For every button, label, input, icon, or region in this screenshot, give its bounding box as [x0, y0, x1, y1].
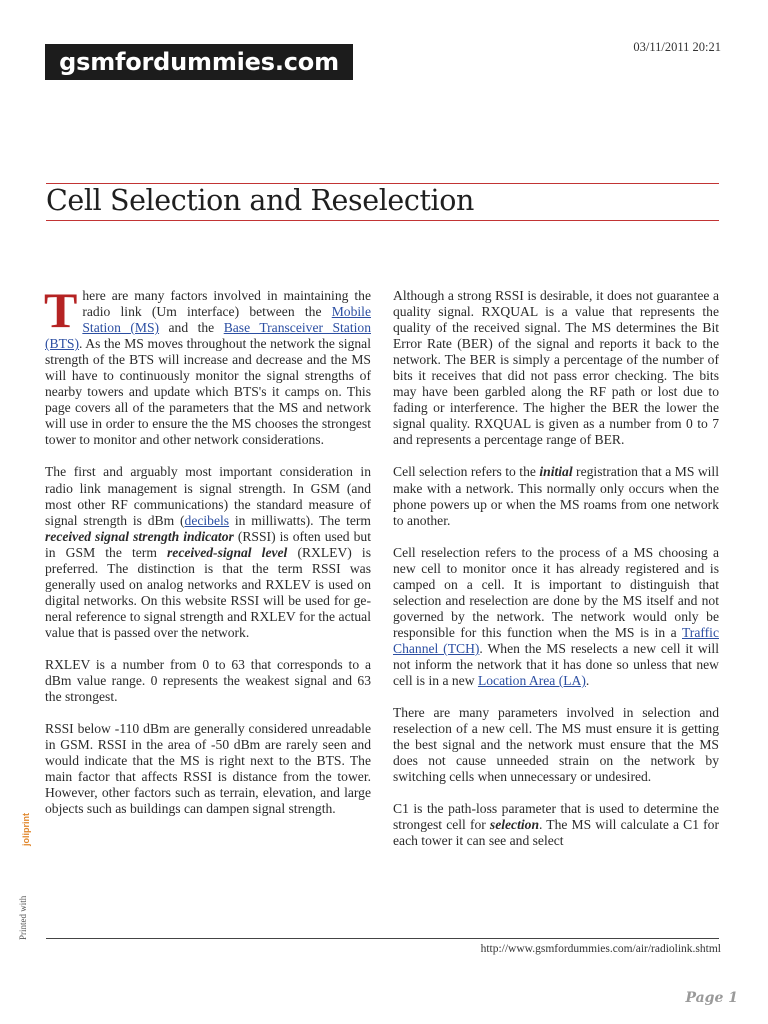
text-span: (RXLEV) is preferred. The distinction is that the term RSSI was generally used on analog networks and RXLEV is used on digital networks. On this website RSSI will be used for general reference to signal strength and RXLEV for the actual value that is passed over the network.: [45, 544, 371, 640]
text-span: registration that a MS will make with a network. This normally only occurs when the phone powers up or when the MS roams from one network to another.: [393, 464, 719, 528]
page-title: Cell Selection and Reselection: [46, 184, 474, 217]
text-span: here are many factors involved in maintaining the radio link (Um interface) between the: [82, 288, 371, 320]
text-span: Cell selection refers to the: [393, 464, 540, 480]
paragraph: [44, 282, 371, 448]
paragraph: RSSI below -110 dBm are generally considered unreadable in GSM. RSSI in the area of -50 dBm are rarely seen and would indicate that the MS is right next to the BTS. The main factor that affects RSSI is distance from the tower. However, other factors such as terrain, elevation, and large objects such as buildings can dampen signal strength.: [45, 721, 371, 817]
paragraph: [393, 545, 719, 689]
paragraph: [393, 801, 719, 849]
text-span: Cell reselection refers to the process of a MS choosing a new cell to monitor once it has already registered and is camped on a cell. It is important to distinguish that selection and reselection are done by the MS itself and not governed by the network. The network would only be responsible for this function when the MS is in a: [393, 544, 719, 640]
paragraph: RXLEV is a number from 0 to 63 that corresponds to a dBm value range. 0 represents the weakest signal and 63 the strongest.: [45, 656, 371, 705]
text-span: . The MS will calculate a C1 for each tower it can see and select: [393, 817, 719, 849]
emphasis-text: received signal strength indicator: [45, 528, 234, 544]
emphasis-text: selection: [489, 817, 540, 833]
printed-with-text: Printed with: [18, 895, 28, 940]
mobile-station-link[interactable]: Mobile Station (MS): [82, 304, 371, 336]
right-column: [393, 288, 719, 865]
text-span: The first and arguably most important consideration in radio link management is signal strength. In GSM (and most other RF communications) the standard measure of signal strength is dBm (: [45, 464, 371, 528]
text-span: (RSSI) is often used but in GSM the term: [45, 528, 372, 560]
paragraph: [393, 464, 719, 528]
text-span: and the: [159, 320, 224, 336]
joliprint-logo: joliprint: [21, 813, 31, 846]
emphasis-text: received-signal level: [167, 544, 288, 560]
paragraph: There are many parameters involved in selection and reselection of a new cell. The MS must ensure it is getting the best signal and the network must ensure that the MS does not cause unneeded strain on the network by switching cells when unnecessary or undesired.: [393, 705, 719, 785]
print-date: 03/11/2011 20:21: [633, 40, 721, 54]
drop-cap: T: [44, 282, 78, 338]
page-number: Page 1: [685, 990, 738, 1006]
location-area-link[interactable]: Location Area (LA): [477, 673, 586, 689]
source-url[interactable]: http://www.gsmfordummies.com/air/radiolink.shtml: [480, 943, 721, 955]
text-span: C1 is the path-loss parameter that is used to determine the strongest cell for: [393, 801, 719, 833]
footer-rule: [46, 938, 719, 939]
site-logo: gsmfordummies.com: [45, 44, 353, 80]
text-span: in milliwatts). The term: [229, 512, 371, 528]
paragraph: Although a strong RSSI is desirable, it does not guarantee a quality signal. RXQUAL is a value that represents the quality of the received signal. The MS determines the Bit Error Rate (BER) of the signal and reports it back to the network. The BER is simply a percentage of the number of bits it receives that did not pass error checking. The bits may have been garbled along the RF path or lost due to fading or interference. The higher the BER the lower the signal quality. RXQUAL is given as a number from 0 to 7 and represents a percentage range of BER.: [393, 288, 719, 448]
emphasis-text: initial: [539, 464, 573, 480]
text-span: . As the MS moves throughout the network the signal strength of the BTS will increase and decrease and the MS will have to continuously monitor the signal strengths of nearby towers and update which BTS's it camps on. This page covers all of the parameters that the MS and network will use in order to ensure the the MS chooses the strongest tower to monitor and other network considerations.: [45, 336, 371, 448]
text-span: . When the MS reselects a new cell it will not inform the network that it has done so unless that new cell is in a new: [393, 640, 719, 689]
paragraph: [45, 464, 371, 641]
base-transceiver-station-link[interactable]: Base Transceiver Station (BTS): [45, 320, 371, 352]
left-column: [44, 282, 372, 833]
title-bottom-rule: [46, 220, 719, 221]
traffic-channel-link[interactable]: Traffic Channel (TCH): [393, 624, 719, 656]
decibels-link[interactable]: decibels: [184, 512, 230, 528]
text-span: .: [585, 673, 590, 689]
